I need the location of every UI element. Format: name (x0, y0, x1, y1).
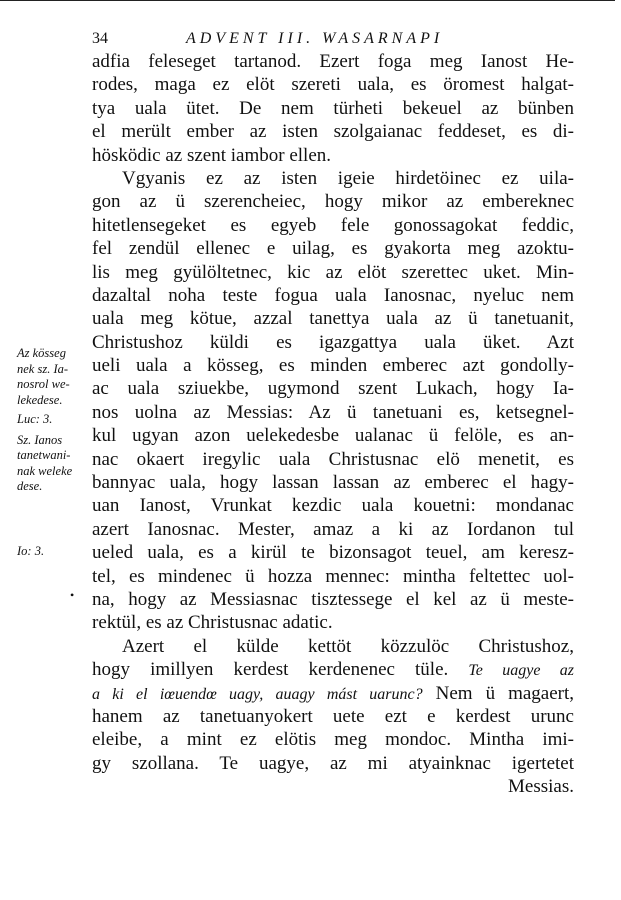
margin-note-reference: Io: 3. (17, 544, 45, 558)
running-head: ADVENT III. WASARNAPI (186, 30, 444, 47)
text-line: bannyac uala, hogy lassan lassan az emberec el hagy- (92, 472, 574, 494)
text-run: hogy imillyen kerdest kerdenenec tüle. (92, 659, 449, 681)
text-line: nac okaert iregylic uala Christusnac elö menetit, es (92, 448, 574, 470)
text-line: tel, es mindenec ü hozza mennec: mintha feltettec uol- (92, 565, 574, 587)
text-line: gy szollana. Te uagye, az mi atyainknac igertetet (92, 752, 574, 774)
text-line: hanem az tanetuanyokert uete ezt e kerdest urunc (92, 705, 574, 727)
text-line: Christushoz küldi es igazgattya uala üket. Azt (92, 331, 574, 353)
margin-note-line: Luc: 3. (17, 412, 53, 426)
catchword-line: Messias. (508, 776, 574, 798)
text-line: kul ugyan azon uelekedesbe ualanac ü felöle, es an- (92, 425, 574, 447)
text-line: uan Ianost, Vrunkat kezdic uala kouetni: mondanac (92, 495, 574, 517)
text-line: ac uala sziuekbe, ugymond szent Lukach, hogy Ia- (92, 378, 574, 400)
margin-note-line: nosrol we- (17, 377, 70, 391)
ink-dot: • (70, 588, 75, 602)
text-line: ueli uala a kösseg, es minden emberec azt gondolly- (92, 355, 574, 377)
italic-quote: a ki el iœuendœ uagy, auagy mást uarunc? (92, 685, 423, 703)
margin-note-line: Az kösseg (17, 346, 66, 360)
text-line: dazaltal noha teste fogua uala Ianosnac, nyeluc nem (92, 284, 574, 306)
margin-note-line: nak weleke (17, 463, 73, 478)
text-line: nos uolna az Messias: Az ü tanetuani es, ketsegnel- (92, 401, 574, 423)
text-line: hitetlensegeket es egyeb fele gonossagokat feddic, (92, 214, 574, 236)
text-line-with-quote (92, 682, 574, 705)
text-line: fel zendül ellenec e uilag, es gyakorta meg azoktu- (92, 238, 574, 260)
body-text (92, 50, 574, 799)
margin-note-line: nek sz. Ia- (17, 361, 69, 376)
top-edge-rule (0, 0, 615, 1)
paragraph-start-line: Vgyanis ez az isten igeie hirdetöinec ez uila- (122, 167, 574, 189)
margin-note-line: tanetwani- (17, 448, 71, 462)
text-line: gon az ü szerencheiec, hogy mikor az embereknec (92, 191, 574, 213)
text-line: uala meg kötue, azzal tanettya uala az ü tanetuanit, (92, 308, 574, 330)
margin-note-1 (17, 346, 95, 495)
text-line-with-quote (92, 658, 574, 681)
text-line: lis meg gyülöltetnec, kic az elöt szerettec uket. Min- (92, 261, 574, 283)
margin-note-line: dese. (17, 479, 43, 493)
text-line: rektül, es az Christusnac adatic. (92, 612, 333, 634)
text-line: el merült ember az isten szolgaianac feddeset, es di- (92, 121, 574, 143)
text-run: Nem ü magaert, (435, 682, 575, 704)
margin-note-line: Sz. Ianos (17, 432, 63, 447)
text-line: azert Ianosnac. Mester, amaz a ki az Iordanon tul (92, 518, 574, 540)
text-line: hösködic az szent iambor ellen. (92, 144, 332, 166)
text-line: adfia feleseget tartanod. Ezert foga meg Ianost He- (92, 51, 574, 72)
text-line: eleibe, a mint ez elötis meg mondoc. Mintha imi- (92, 729, 574, 751)
text-line: rodes, maga ez elöt szereti uala, es öromest halgat- (92, 74, 574, 96)
text-line: tya uala ütet. De nem türheti bekeuel az bünben (92, 97, 574, 119)
text-line: ueled uala, es a kirül te bizonsagot teuel, am keresz- (92, 542, 574, 564)
italic-quote: Te uagye az (468, 662, 575, 680)
text-line: na, hogy az Messiasnac tisztessege el kel az ü meste- (92, 588, 574, 610)
page-number: 34 (92, 30, 108, 47)
margin-note-line: lekedese. (17, 392, 63, 407)
paragraph-start-line: Azert el külde kettöt közzulöc Christushoz, (122, 635, 574, 657)
